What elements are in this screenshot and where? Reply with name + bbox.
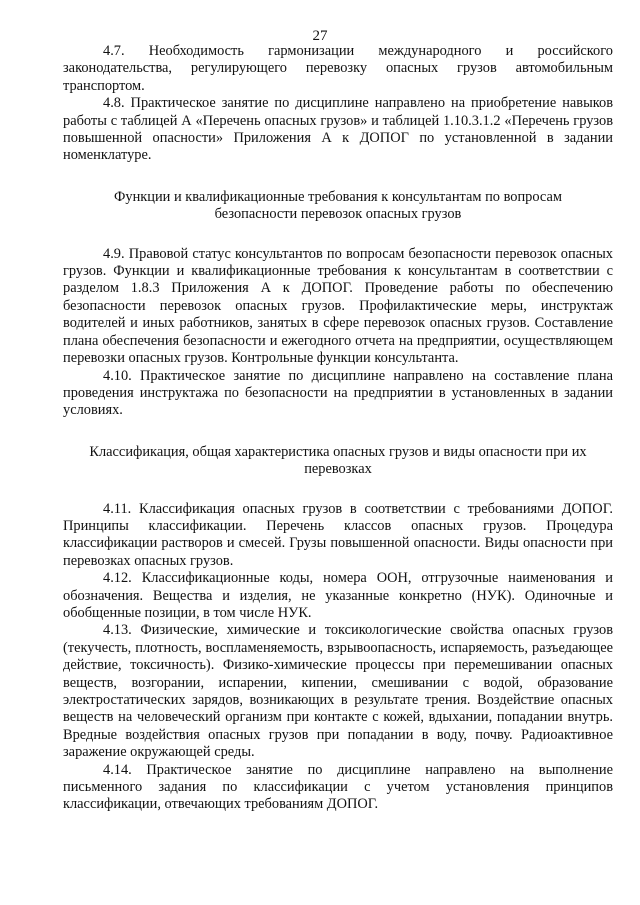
paragraph-4-12: 4.12. Классификационные коды, номера ООН, отгрузочные наименования и обозначения. Вещества и изделия, не указанные конкретно (НУК). Одиночные и обобщенные позиции, в том числе НУК. — [63, 570, 613, 621]
document-body — [63, 43, 613, 814]
paragraph-4-14: 4.14. Практическое занятие по дисциплине направлено на выполнение письменного задания по классификации с учетом установления принципов классификации, отвечающих требованиям ДОПОГ. — [63, 761, 613, 813]
paragraph-4-8: 4.8. Практическое занятие по дисциплине направлено на приобретение навыков работы с таблицей А «Перечень опасных грузов» и таблицей 1.10.3.1.2 «Перечень грузов повышенной опасности» Приложения А к ДОПОГ по установленной в задании номенклатуре. — [63, 95, 613, 164]
paragraph-4-13: 4.13. Физические, химические и токсикологические свойства опасных грузов (текучесть, плотность, воспламеняемость, взрывоопасность, испаряемость, разъедающее действие, токсичность). Физико-химические процессы при перемешивании опасных веществ, возгорании, испарении, кипении, смешивании с водой, образование электростатических зарядов, возникающих в результате трения. Воздействие опасных веществ на человеческий организм при контакте с кожей, вдыхании, попадании внутрь. Вредные воздействия опасных грузов при попадании в воду, почву. Радиоактивное заражение окружающей среды. — [63, 622, 613, 761]
paragraph-4-9: 4.9. Правовой статус консультантов по вопросам безопасности перевозок опасных грузов. Функции и квалификационные требования к консультантам в соответствии с разделом 1.8.3 Приложения А к ДОПОГ. Проведение работы по обеспечению безопасности перевозок опасных грузов. Профилактические меры, инструктаж водителей и иных работников, занятых в сфере перевозок опасных грузов. Составление плана обеспечения безопасности и ежегодного отчета на предприятии, осуществляющем перевозки опасных грузов. Контрольные функции консультанта. — [63, 245, 613, 367]
page-number: 27 — [312, 28, 328, 44]
paragraph-4-7: 4.7. Необходимость гармонизации международного и российского законодательства, регулирующего перевозку опасных грузов автомобильным транспортом. — [63, 43, 613, 94]
section-heading-consultants: Функции и квалификационные требования к консультантам по вопросам безопасности перевозок опасных грузов — [114, 188, 562, 223]
paragraph-4-11: 4.11. Классификация опасных грузов в соответствии с требованиями ДОПОГ. Принципы классификации. Перечень классов опасных грузов. Процедура классификации растворов и смесей. Грузы повышенной опасности. Виды опасности при перевозках опасных грузов. — [63, 500, 613, 569]
section-heading-classification: Классификация, общая характеристика опасных грузов и виды опасности при их перевозках — [89, 443, 587, 478]
paragraph-4-10: 4.10. Практическое занятие по дисциплине направлено на составление плана проведения инструктажа по безопасности на предприятии в установленных в задании условиях. — [63, 367, 613, 419]
